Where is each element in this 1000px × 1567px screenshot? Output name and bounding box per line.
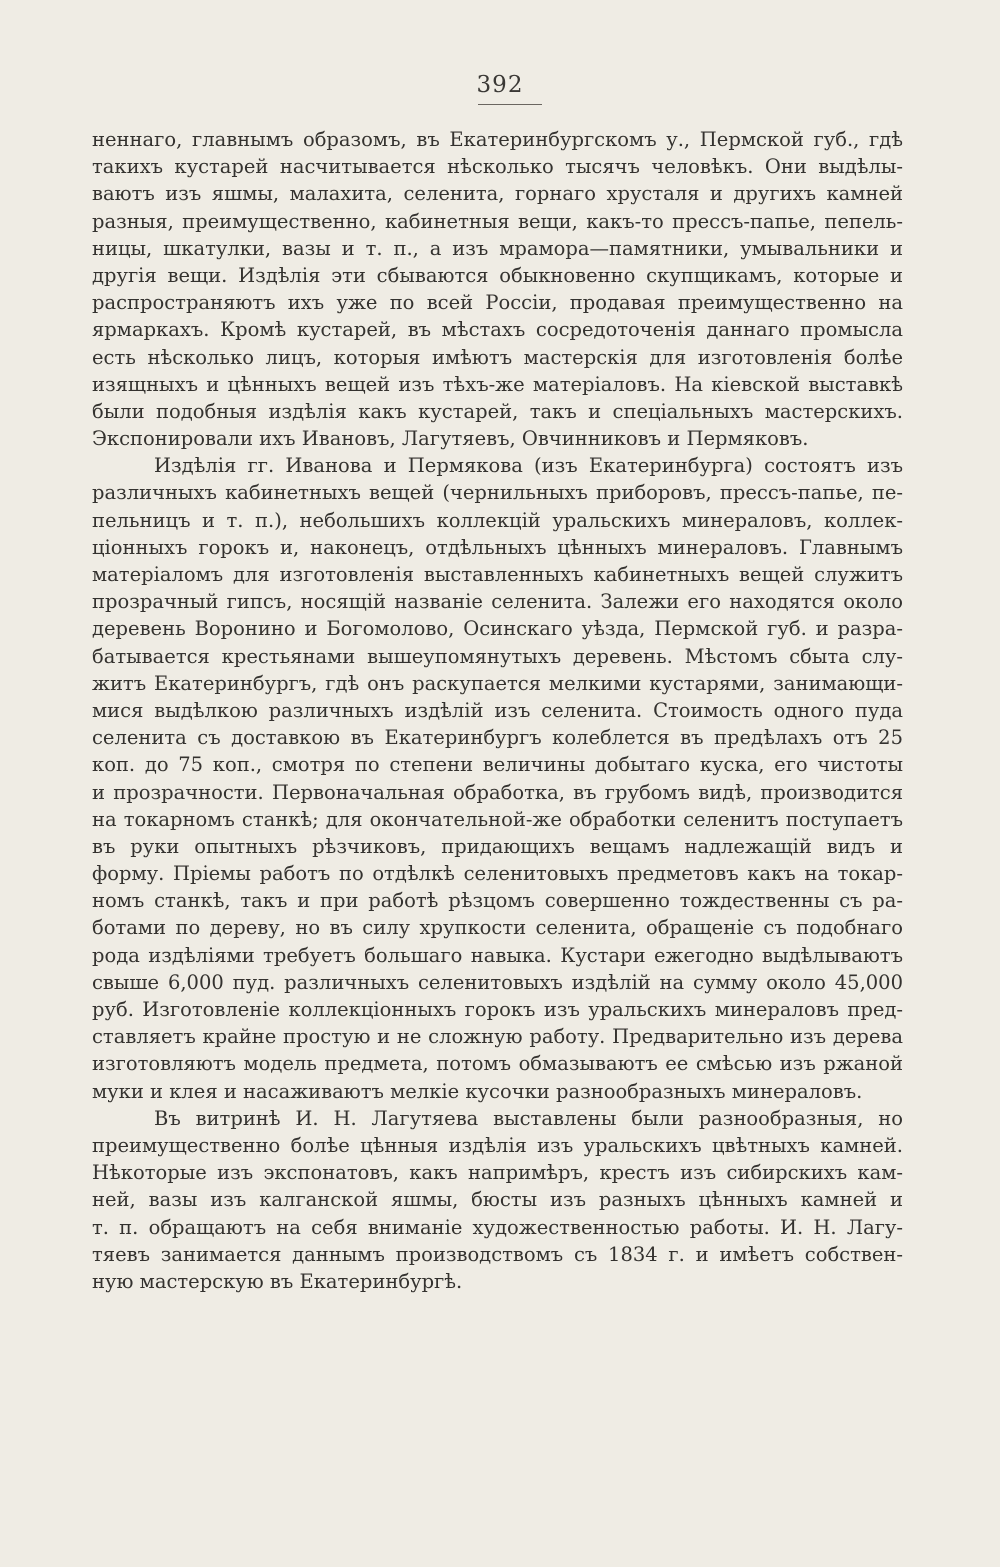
- text-line: различныхъ кабинетныхъ вещей (чернильныхъ приборовъ, прессъ-папье, пе-: [92, 481, 903, 505]
- text-line: Нѣкоторые изъ экспонатовъ, какъ напримѣръ, крестъ изъ сибирскихъ кам-: [92, 1161, 903, 1185]
- text-line: мися выдѣлкою различныхъ издѣлій изъ селенита. Стоимость одного пуда: [92, 698, 903, 722]
- text-line: т. п. обращаютъ на себя вниманіе художественностью работы. И. Н. Лагу-: [92, 1215, 903, 1239]
- text-line: распространяютъ ихъ уже по всей Россіи, продавая преимущественно на: [92, 291, 903, 315]
- text-line: форму. Пріемы работъ по отдѣлкѣ селенитовыхъ предметовъ какъ на токар-: [92, 862, 903, 886]
- text-line: номъ станкѣ, такъ и при работѣ рѣзцомъ совершенно тождественны съ ра-: [92, 889, 903, 913]
- text-line: коп. до 75 коп., смотря по степени величины добытаго куска, его чистоты: [92, 753, 903, 777]
- text-line: ницы, шкатулки, вазы и т. п., а изъ мрамора—памятники, умывальники и: [92, 236, 903, 260]
- text-line: ставляетъ крайне простую и не сложную работу. Предварительно изъ дерева: [92, 1025, 903, 1049]
- text-line: муки и клея и насаживаютъ мелкіе кусочки разнообразныхъ минераловъ.: [92, 1079, 863, 1103]
- text-line: руб. Изготовленіе коллекціонныхъ горокъ изъ уральскихъ минераловъ пред-: [92, 998, 903, 1021]
- text-line: преимущественно болѣе цѣнныя издѣлія изъ уральскихъ цвѣтныхъ камней.: [92, 1133, 903, 1157]
- text-line: прозрачный гипсъ, носящій названіе селенита. Залежи его находятся около: [92, 590, 903, 614]
- text-line: изящныхъ и цѣнныхъ вещей изъ тѣхъ-же матеріаловъ. На кіевской выставкѣ: [92, 372, 903, 396]
- text-line: Въ витринѣ И. Н. Лагутяева выставлены были разнообразныя, но: [154, 1106, 903, 1130]
- text-line: Экспонировали ихъ Ивановъ, Лагутяевъ, Овчинниковъ и Пермяковъ.: [92, 427, 809, 451]
- text-line: въ руки опытныхъ рѣзчиковъ, придающихъ вещамъ надлежащій видъ и: [92, 834, 903, 858]
- text-line: другія вещи. Издѣлія эти сбываются обыкновенно скупщикамъ, которые и: [92, 263, 903, 287]
- text-line: ярмаркахъ. Кромѣ кустарей, въ мѣстахъ сосредоточенія даннаго промысла: [92, 318, 903, 342]
- text-line: ную мастерскую въ Екатеринбургѣ.: [92, 1269, 463, 1293]
- paragraph: [92, 1105, 903, 1295]
- page-number: 392: [476, 72, 524, 98]
- text-line: свыше 6,000 пуд. различныхъ селенитовыхъ издѣлій на сумму около 45,000: [92, 970, 903, 994]
- text-line: селенита съ доставкою въ Екатеринбургъ колеблется въ предѣлахъ отъ 25: [92, 726, 903, 750]
- text-line: неннаго, главнымъ образомъ, въ Екатеринбургскомъ у., Пермской губ., гдѣ: [92, 128, 903, 151]
- text-line: и прозрачности. Первоначальная обработка, въ грубомъ видѣ, производится: [92, 780, 903, 804]
- text-line: такихъ кустарей насчитывается нѣсколько тысячъ человѣкъ. Они выдѣлы-: [92, 155, 903, 179]
- text-line: деревень Воронино и Богомолово, Осинскаго уѣзда, Пермской губ. и разра-: [92, 617, 903, 641]
- text-line: ней, вазы изъ калганской яшмы, бюсты изъ разныхъ цѣнныхъ камней и: [92, 1188, 903, 1212]
- text-line: разныя, преимущественно, кабинетныя вещи, какъ-то прессъ-папье, пепель-: [92, 209, 903, 233]
- text-line: пельницъ и т. п.), небольшихъ коллекцій уральскихъ минераловъ, коллек-: [92, 508, 903, 532]
- paragraph: [92, 126, 903, 452]
- text-line: тяевъ занимается даннымъ производствомъ съ 1834 г. и имѣетъ собствен-: [92, 1242, 903, 1266]
- text-line: есть нѣсколько лицъ, которыя имѣютъ мастерскія для изготовленія болѣе: [92, 345, 903, 369]
- text-line: рода издѣліями требуетъ большаго навыка. Кустари ежегодно выдѣлываютъ: [92, 943, 903, 967]
- paragraph: [92, 452, 903, 1105]
- text-line: житъ Екатеринбургъ, гдѣ онъ раскупается мелкими кустарями, занимающи-: [92, 671, 903, 695]
- text-line: батывается крестьянами вышеупомянутыхъ деревень. Мѣстомъ сбыта слу-: [92, 644, 903, 668]
- page-number-rule: [478, 104, 542, 105]
- text-line: матеріаломъ для изготовленія выставленныхъ кабинетныхъ вещей служитъ: [92, 563, 903, 586]
- text-line: ціонныхъ горокъ и, наконецъ, отдѣльныхъ цѣнныхъ минераловъ. Главнымъ: [92, 535, 903, 559]
- text-line: ваютъ изъ яшмы, малахита, селенита, горнаго хрусталя и другихъ камней: [92, 182, 903, 206]
- text-line: изготовляютъ модель предмета, потомъ обмазываютъ ее смѣсью изъ ржаной: [92, 1052, 903, 1076]
- text-line: Издѣлія гг. Иванова и Пермякова (изъ Екатеринбурга) состоятъ изъ: [154, 454, 903, 478]
- text-line: ботами по дереву, но въ силу хрупкости селенита, обращеніе съ подобнаго: [92, 916, 903, 940]
- text-line: на токарномъ станкѣ; для окончательной-же обработки селенитъ поступаетъ: [92, 807, 903, 831]
- body-text: [92, 126, 903, 1295]
- text-line: были подобныя издѣлія какъ кустарей, такъ и спеціальныхъ мастерскихъ.: [92, 399, 903, 423]
